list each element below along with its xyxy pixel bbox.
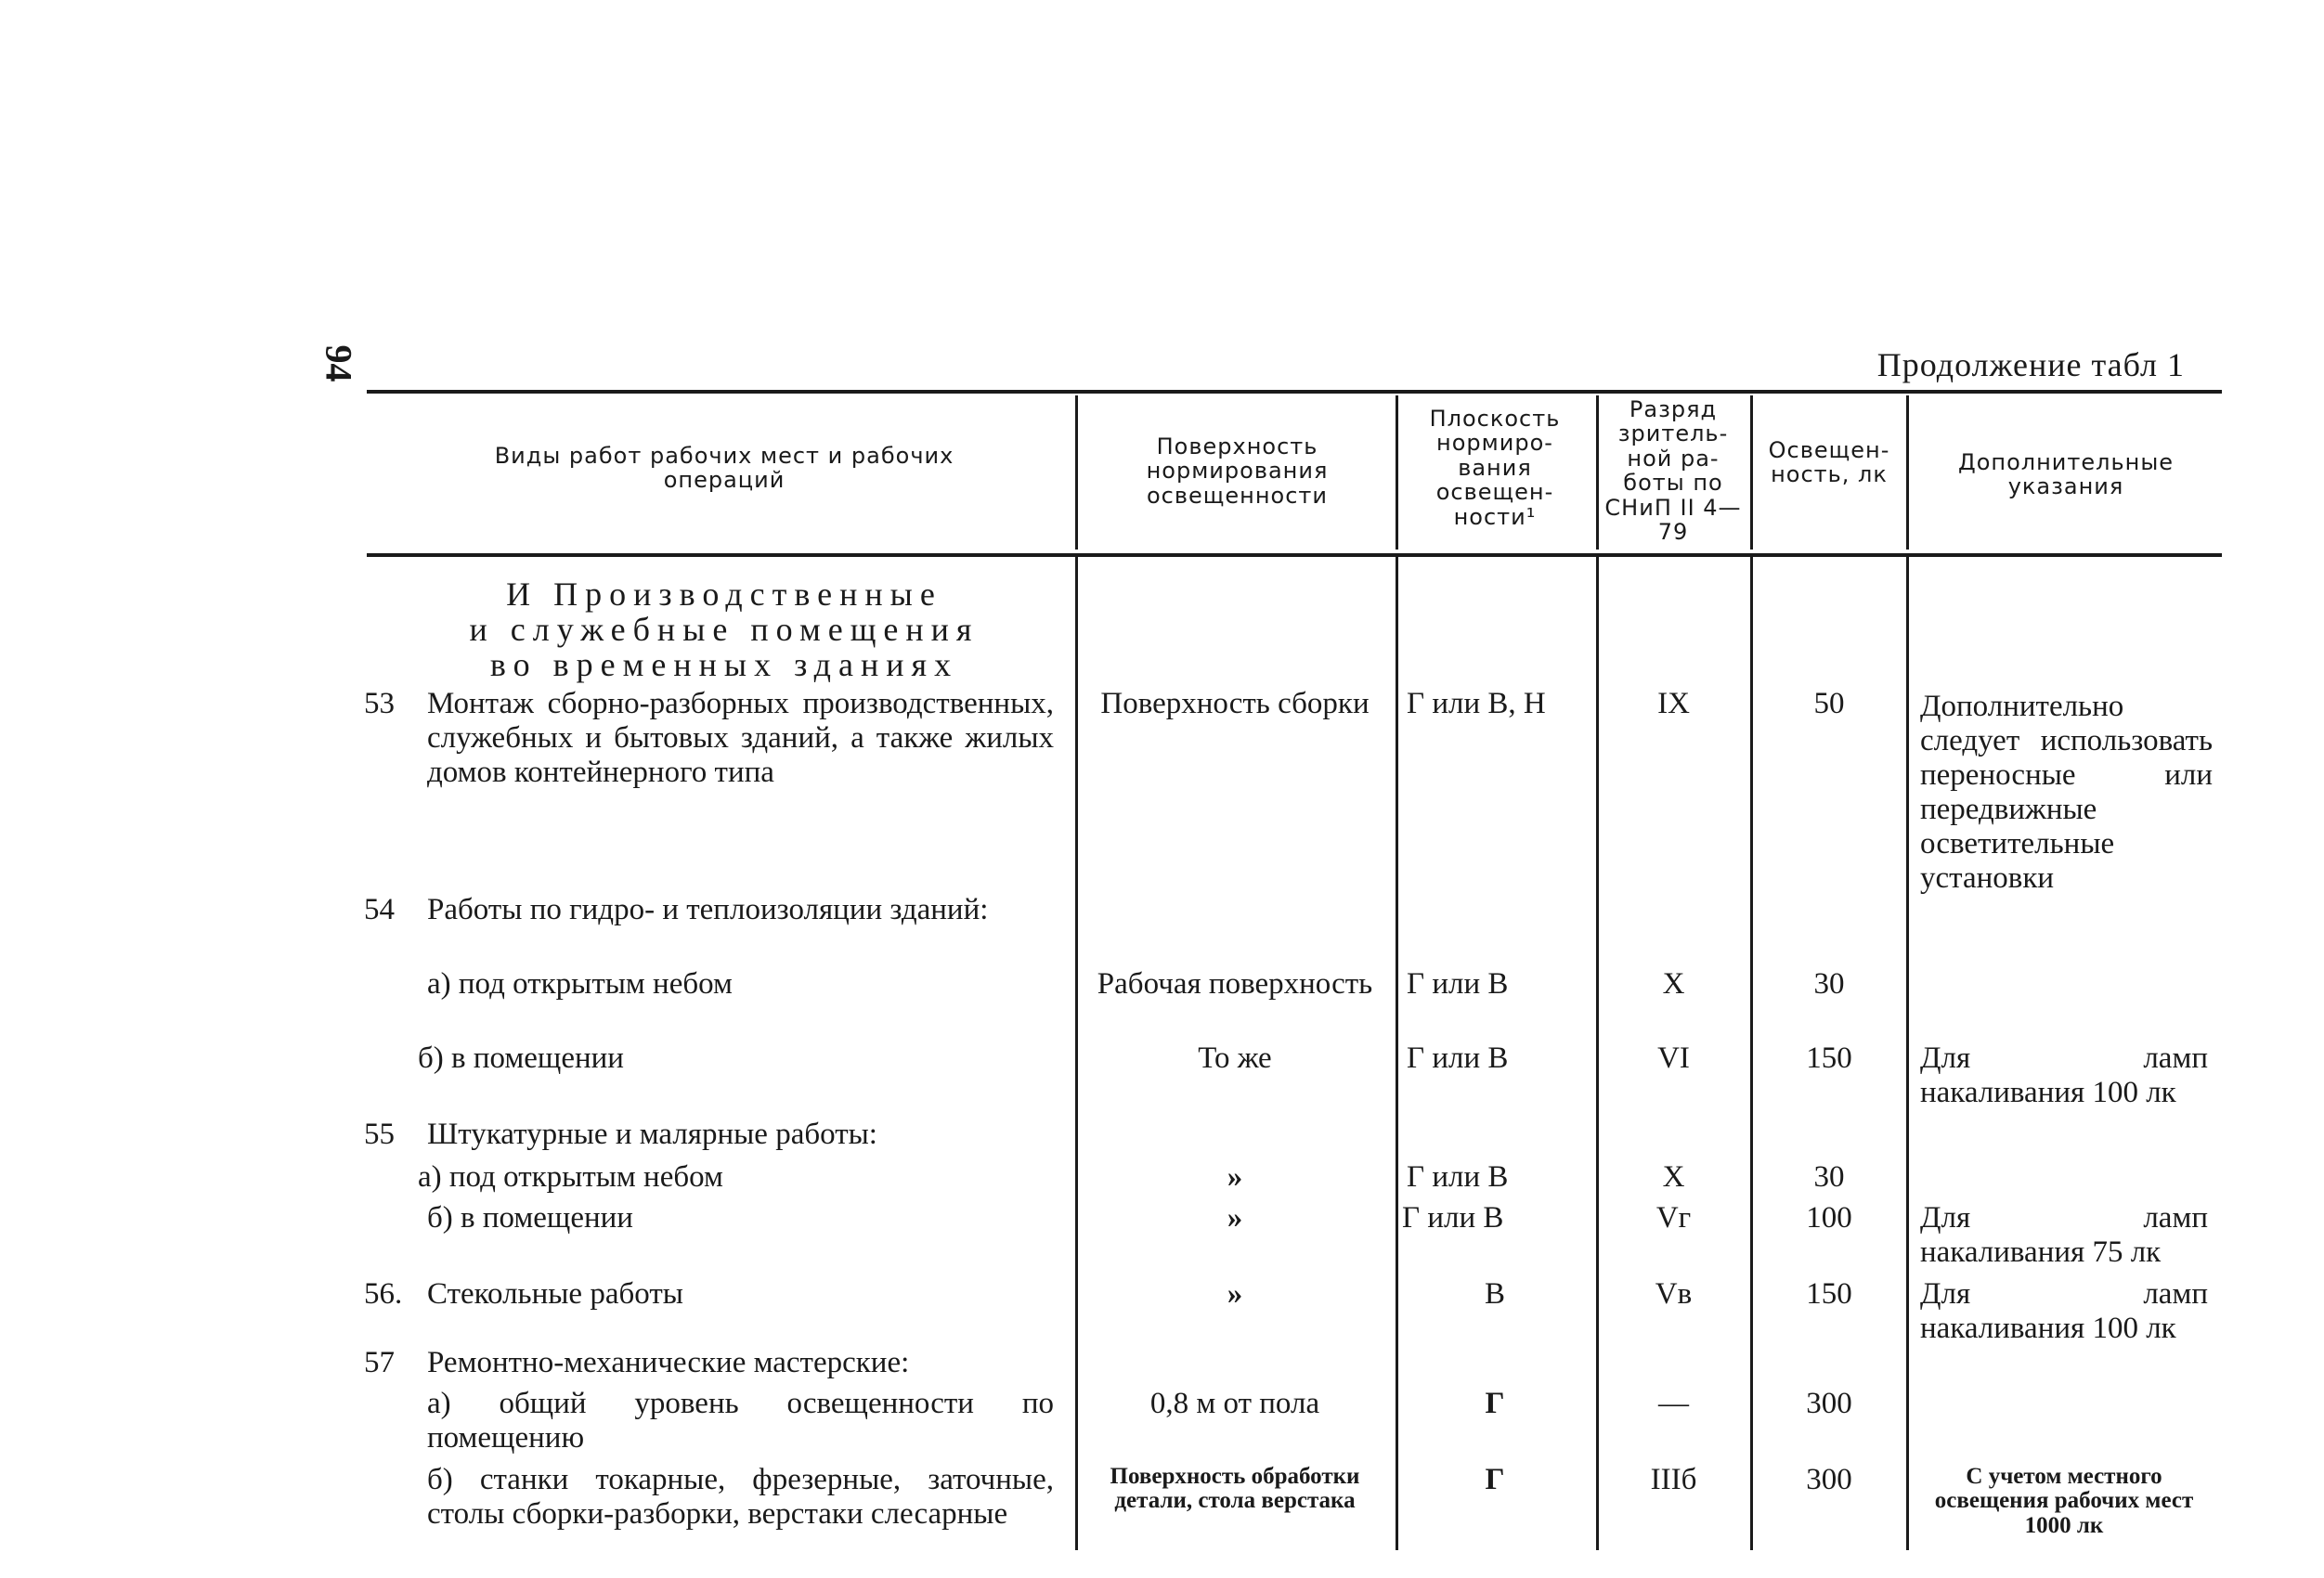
work-description: Штукатурные и малярные работы:	[427, 1118, 877, 1151]
lux-cell: 300	[1806, 1387, 1852, 1420]
grade-cell: Vг	[1655, 1201, 1692, 1235]
row-number: 53	[364, 687, 395, 720]
plane-cell: Г или В	[1402, 1201, 1504, 1235]
header-divider	[1906, 395, 1909, 550]
header-divider	[1075, 395, 1078, 550]
work-subitem: б) станки токарные, фрезерные, заточные, столы сборки-разборки, верстаки слесарные	[427, 1463, 1054, 1531]
plane-cell: Г или В	[1407, 1041, 1509, 1075]
surface-cell: Поверхность обработки детали, стола верстака	[1110, 1464, 1360, 1514]
note-cell: Для ламп накаливания 100 лк	[1920, 1041, 2208, 1109]
header-illuminance: Освещен- ность, лк	[1768, 437, 1890, 488]
plane-cell: Г	[1485, 1463, 1505, 1496]
lux-cell: 100	[1806, 1201, 1852, 1235]
grade-cell: VI	[1657, 1041, 1690, 1075]
work-subitem: б) в помещении	[427, 1201, 633, 1235]
section-title-line: и служебные помещения	[469, 610, 980, 648]
lux-cell: 150	[1806, 1277, 1852, 1311]
surface-cell: »	[1227, 1160, 1243, 1194]
grade-cell: IIIб	[1650, 1463, 1697, 1496]
column-divider	[1906, 557, 1909, 1550]
note-cell: Для ламп накаливания 75 лк	[1920, 1201, 2208, 1269]
header-divider	[1396, 395, 1398, 550]
header-work-types: Виды работ рабочих мест и рабочих операций	[494, 443, 954, 494]
note-cell: С учетом местного освещения рабочих мест 1000 лк	[1934, 1464, 2194, 1538]
plane-cell: Г или В, Н	[1407, 687, 1546, 720]
column-divider	[1075, 557, 1078, 1550]
lux-cell: 50	[1813, 687, 1845, 720]
table-top-rule	[367, 390, 2222, 394]
surface-cell: Рабочая поверхность	[1097, 967, 1373, 1001]
lux-cell: 150	[1806, 1041, 1852, 1075]
surface-cell: »	[1227, 1277, 1243, 1311]
section-title	[409, 577, 1040, 682]
grade-cell: Vв	[1655, 1277, 1693, 1311]
lux-cell: 300	[1806, 1463, 1852, 1496]
header-plane: Плоскость нормиро- вания освещен- ности¹	[1429, 406, 1561, 530]
table-continuation-label: Продолжение табл 1	[1876, 346, 2185, 383]
work-subitem: а) общий уровень освещенности по помещению	[427, 1387, 1054, 1455]
header-notes: Дополнительные указания	[1957, 449, 2175, 500]
work-description: Работы по гидро- и теплоизоляции зданий:	[427, 893, 989, 926]
work-description: Монтаж сборно-разборных производственных, служебных и бытовых зданий, а также жилых домов контейнерного типа	[427, 687, 1054, 789]
row-number: 57	[364, 1346, 395, 1379]
header-surface: Поверхность нормирования освещенности	[1146, 433, 1329, 509]
plane-cell: Г или В	[1407, 967, 1509, 1001]
work-subitem: б) в помещении	[418, 1041, 624, 1075]
work-description: Стекольные работы	[427, 1277, 683, 1311]
grade-cell: IX	[1657, 687, 1690, 720]
lux-cell: 30	[1813, 1160, 1845, 1194]
header-divider	[1596, 395, 1599, 550]
plane-cell: Г или В	[1407, 1160, 1509, 1194]
work-subitem: а) под открытым небом	[427, 967, 733, 1001]
work-subitem: а) под открытым небом	[418, 1160, 723, 1194]
column-divider	[1596, 557, 1599, 1550]
surface-cell: То же	[1198, 1041, 1272, 1075]
column-divider	[1396, 557, 1398, 1550]
header-bottom-rule	[367, 553, 2222, 557]
plane-cell: Г	[1485, 1387, 1505, 1420]
header-divider	[1750, 395, 1753, 550]
grade-cell: X	[1662, 967, 1685, 1001]
section-title-line: И Производственные	[506, 576, 942, 613]
grade-cell: —	[1658, 1387, 1689, 1420]
note-cell: Для ламп накаливания 100 лк	[1920, 1277, 2208, 1345]
surface-cell: Поверхность сборки	[1100, 687, 1370, 720]
grade-cell: X	[1662, 1160, 1685, 1194]
column-divider	[1750, 557, 1753, 1550]
section-title-line: во временных зданиях	[489, 645, 959, 683]
row-number: 55	[364, 1118, 395, 1151]
page-number: 94	[318, 344, 360, 382]
lux-cell: 30	[1813, 967, 1845, 1001]
work-description: Ремонтно-механические мастерские:	[427, 1346, 910, 1379]
row-number: 56.	[364, 1277, 403, 1311]
header-grade: Разряд зритель- ной ра- боты по СНиП II 4—79	[1604, 396, 1742, 545]
surface-cell: »	[1227, 1201, 1243, 1235]
note-cell: Дополнительно следует использовать переносные или передвижные осветительные установки	[1920, 690, 2213, 895]
plane-cell: В	[1484, 1277, 1505, 1311]
row-number: 54	[364, 893, 395, 926]
surface-cell: 0,8 м от пола	[1149, 1387, 1320, 1420]
